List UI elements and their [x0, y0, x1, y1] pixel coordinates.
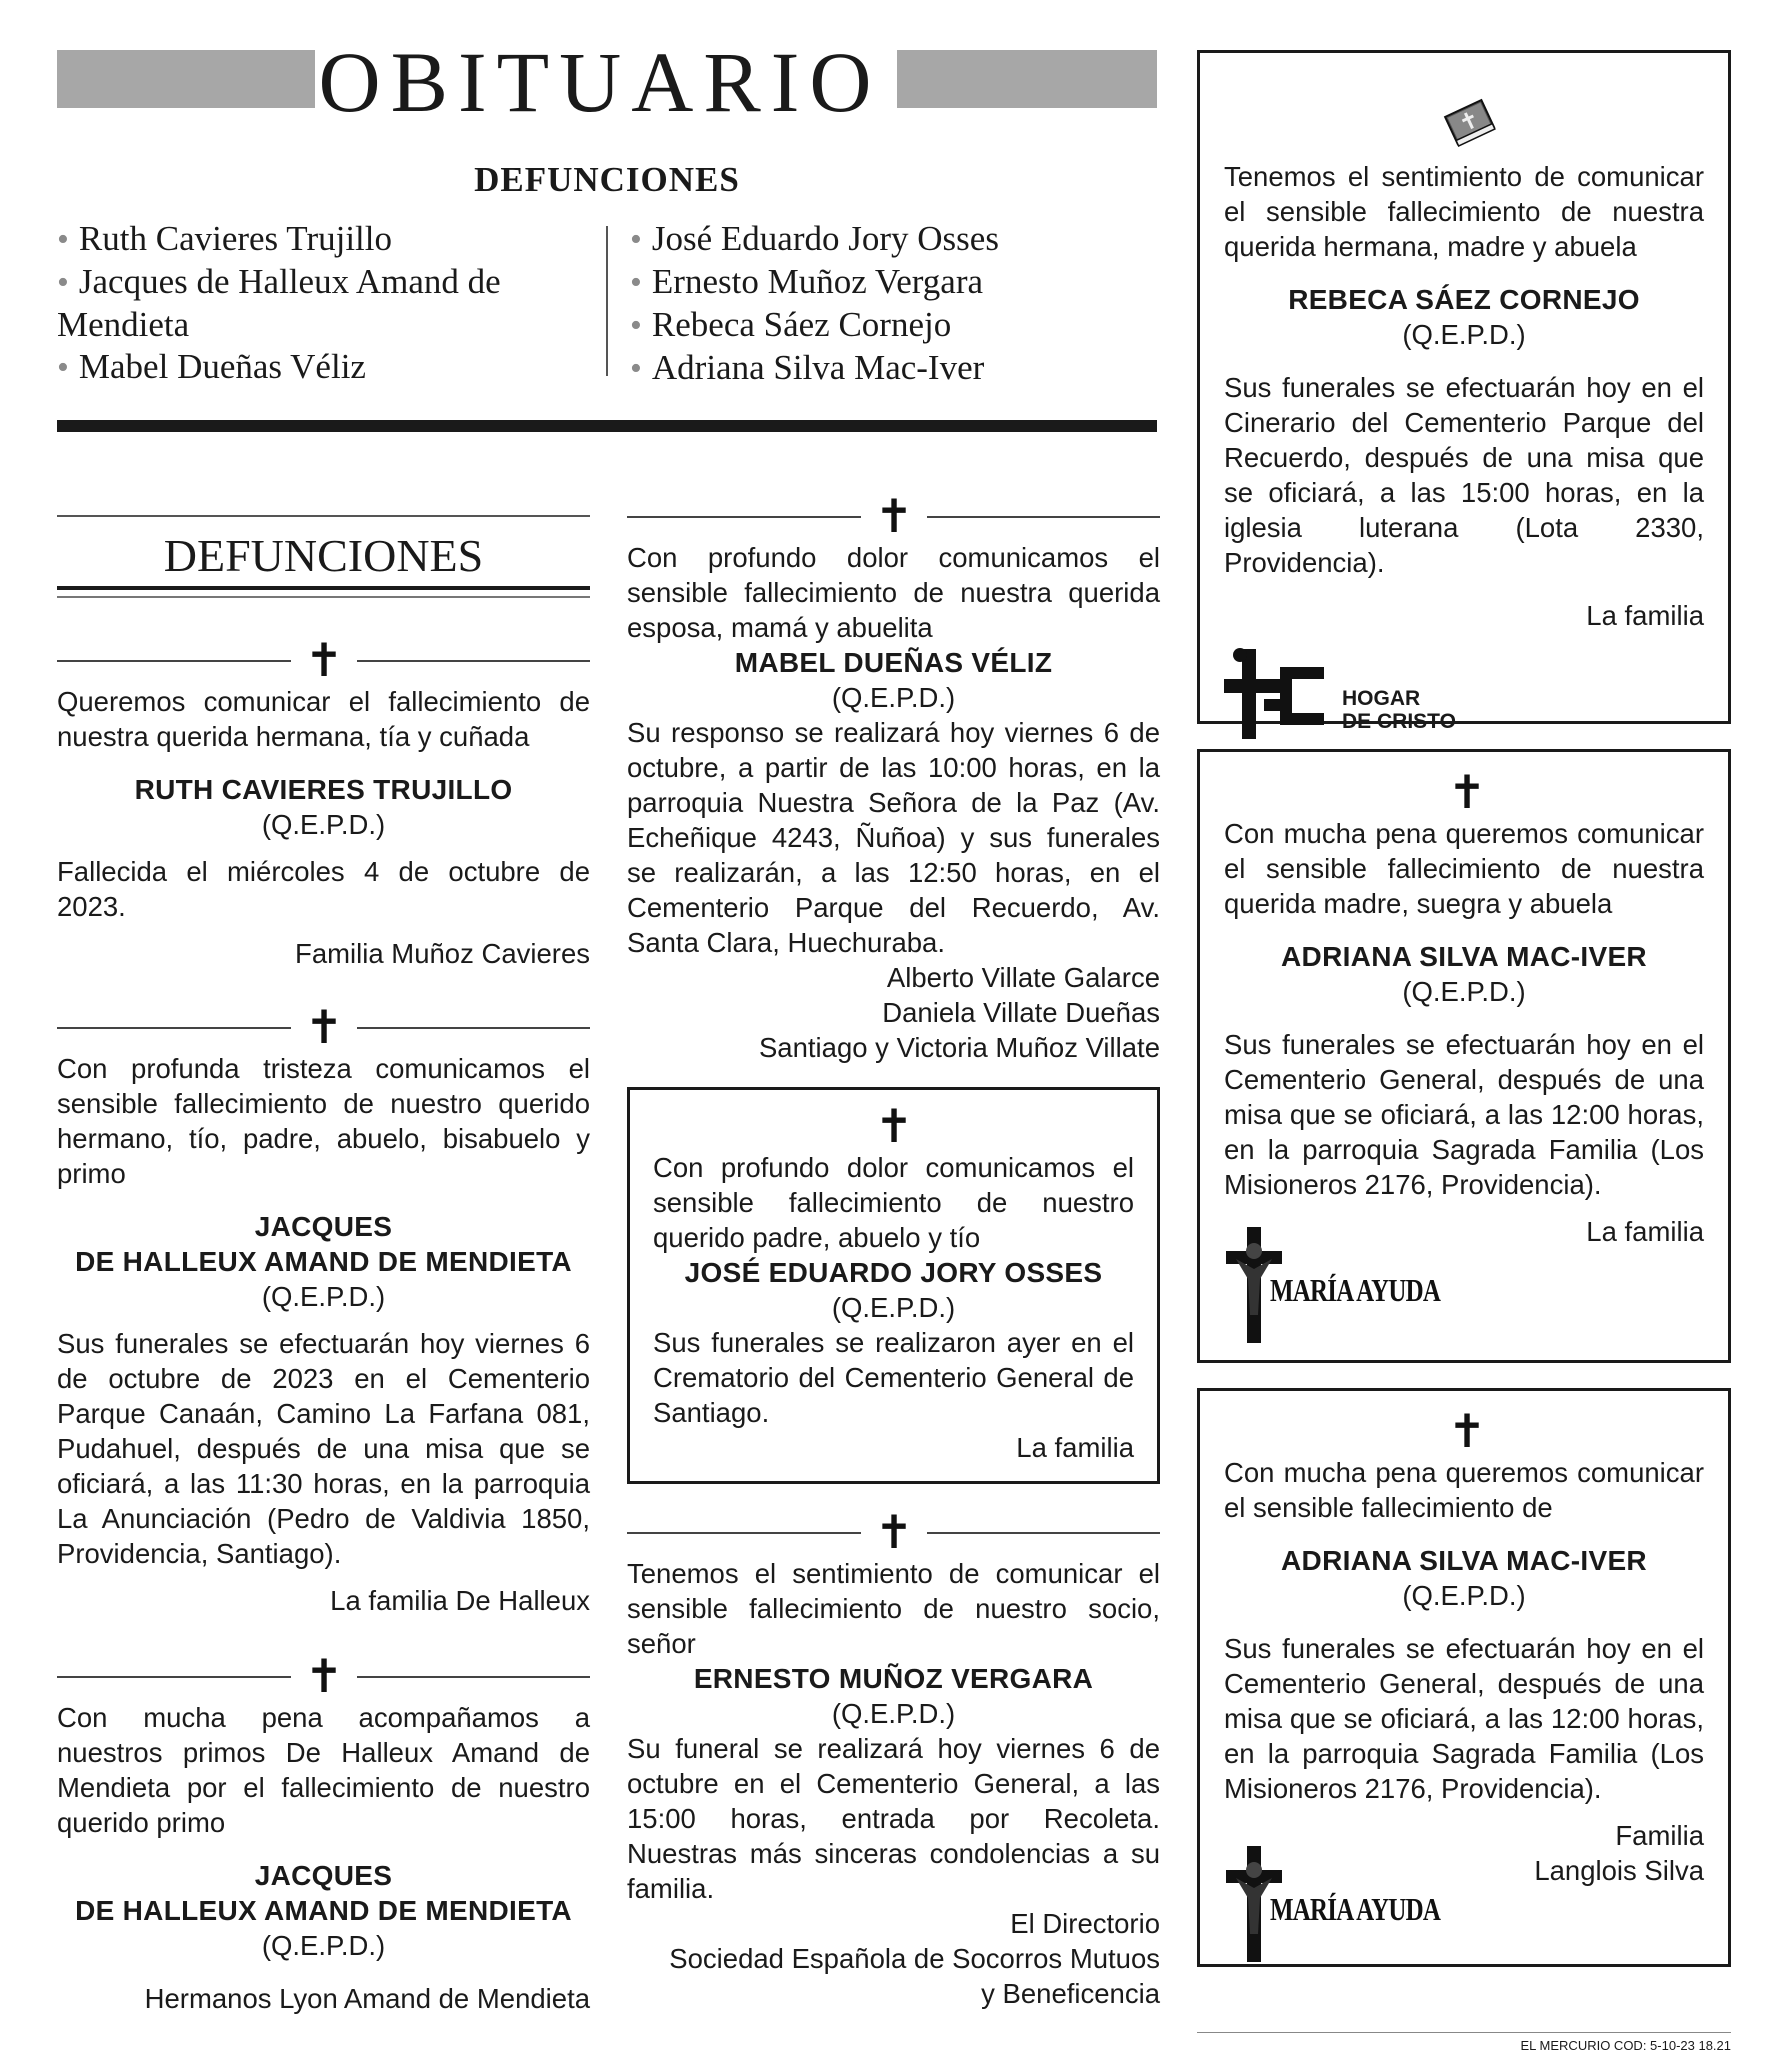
notice-text: Con profunda tristeza comunicamos el sensible fallecimiento de nuestro querido hermano, tío, padre, abuelo, bisabuelo y primo: [57, 1053, 590, 1189]
deceased-name: ADRIANA SILVA MAC-IVER: [1281, 1545, 1647, 1576]
signature: La familia: [1016, 1432, 1134, 1463]
section-rule-thin: [57, 596, 590, 598]
notice-details: Su responso se realizará hoy viernes 6 de octubre, a partir de las 10:00 horas, en la parroquia Nuestra Señora de la Paz (Av. Echeñique 4243, Ñuñoa) y sus funerales se realizarán, a las 12:50 horas, en el Cementerio Parque del Recuerdo, Av. Santa Clara, Huechuraba.: [627, 717, 1160, 958]
logo-text: MARÍA AYUDA: [1270, 1891, 1441, 1927]
notice-details: Sus funerales se realizaron ayer en el Crematorio del Cementerio General de Santiago.: [653, 1327, 1134, 1428]
signature: Daniela Villate Dueñas: [882, 997, 1160, 1028]
index-list-right: [630, 218, 1130, 390]
cross-divider: [57, 1649, 590, 1703]
notice-text: Con profundo dolor comunicamos el sensible fallecimiento de nuestra querida esposa, mamá y abuelita: [627, 542, 1160, 643]
deceased-name: JACQUES: [254, 1860, 393, 1891]
signature: La familia: [1586, 600, 1704, 631]
cross-icon: ✝: [304, 1000, 344, 1054]
cross-divider: [627, 1505, 1160, 1559]
cross-icon: ✝: [304, 1649, 344, 1703]
section-rule-top: [57, 515, 590, 517]
list-item: • José Eduardo Jory Osses: [630, 218, 1130, 261]
header-rule: [57, 420, 1157, 432]
notice-details: Su funeral se realizará hoy viernes 6 de octubre en el Cementerio General, a las 15:00 horas, entrada por Recoleta. Nuestras más sinceras condolencias a su familia.: [627, 1733, 1160, 1904]
deceased-name: ADRIANA SILVA MAC-IVER: [1281, 941, 1647, 972]
notice-adriana-langlois: [1197, 1388, 1731, 1967]
deceased-name: DE HALLEUX AMAND DE MENDIETA: [75, 1895, 572, 1926]
cross-icon: ✝: [304, 633, 344, 687]
signature: La familia: [1586, 1216, 1704, 1247]
signature: Hermanos Lyon Amand de Mendieta: [144, 1983, 590, 2014]
cross-icon-row: [653, 1099, 1134, 1153]
notice-details: Fallecida el miércoles 4 de octubre de 2023.: [57, 856, 590, 922]
maria-ayuda-logo: [1224, 1225, 1704, 1345]
signature: Sociedad Española de Socorros Mutuos: [669, 1943, 1160, 1974]
notice-text: Queremos comunicar el fallecimiento de nuestra querida hermana, tía y cuñada: [57, 686, 590, 752]
qepd-label: (Q.E.P.D.): [831, 1292, 956, 1323]
cross-icon: ✝: [1447, 1404, 1487, 1458]
footer-rule: [1197, 2032, 1731, 2033]
qepd-label: (Q.E.P.D.): [261, 1930, 386, 1961]
qepd-label: (Q.E.P.D.): [831, 682, 956, 713]
bible-icon: [1224, 53, 1704, 145]
cross-icon-row: [1224, 765, 1704, 819]
notice-details: Sus funerales se efectuarán hoy en el Cementerio General, después de una misa que se oficiará, a las 12:00 horas, en la parroquia Sagrada Familia (Los Misioneros 2176, Providencia).: [1224, 1029, 1704, 1200]
list-item: • Jacques de Halleux Amand de Mendieta: [57, 261, 557, 346]
cross-divider: [57, 633, 590, 687]
deceased-name: REBECA SÁEZ CORNEJO: [1288, 284, 1640, 315]
qepd-label: (Q.E.P.D.): [261, 1281, 386, 1312]
signature: y Beneficencia: [981, 1978, 1160, 2009]
notice-text: Tenemos el sentimiento de comunicar el sensible fallecimiento de nuestra querida hermana, madre y abuela: [1224, 161, 1704, 262]
logo-text: HOGAR: [1342, 687, 1421, 710]
signature: Alberto Villate Galarce: [886, 962, 1160, 993]
logo-text: MARÍA AYUDA: [1270, 1272, 1441, 1308]
qepd-label: (Q.E.P.D.): [1402, 319, 1526, 350]
signature: Familia: [1615, 1820, 1704, 1851]
notice-jose: [627, 1087, 1160, 1484]
signature: Langlois Silva: [1534, 1855, 1704, 1886]
deceased-name: JACQUES: [254, 1211, 393, 1242]
signature: El Directorio: [1010, 1908, 1160, 1939]
cross-icon: ✝: [1447, 765, 1487, 819]
list-item: • Ruth Cavieres Trujillo: [57, 218, 557, 261]
list-item: • Ernesto Muñoz Vergara: [630, 261, 1130, 304]
notice-text: Con mucha pena queremos comunicar el sensible fallecimiento de: [1224, 1457, 1704, 1523]
header-bar-left: [57, 50, 315, 108]
index-heading: DEFUNCIONES: [474, 160, 740, 199]
deceased-name: RUTH CAVIERES TRUJILLO: [134, 774, 513, 805]
list-item: • Mabel Dueñas Véliz: [57, 346, 557, 389]
section-title: DEFUNCIONES: [163, 530, 484, 581]
section-rule-thick: [57, 586, 590, 590]
notice-text: Con mucha pena acompañamos a nuestros primos De Halleux Amand de Mendieta por el fallecimiento de nuestro querido primo: [57, 1702, 590, 1838]
notice-ruth: [57, 633, 590, 971]
cross-icon-row: [1224, 1404, 1704, 1458]
signature: La familia De Halleux: [330, 1585, 590, 1616]
deceased-name: ERNESTO MUÑOZ VERGARA: [693, 1663, 1094, 1694]
notice-text: Con profundo dolor comunicamos el sensible fallecimiento de nuestro querido padre, abuelo y tío: [653, 1152, 1134, 1253]
logo-text: DE CRISTO: [1342, 710, 1456, 733]
cross-divider: [57, 1000, 590, 1054]
notice-text: Tenemos el sentimiento de comunicar el sensible fallecimiento de nuestro socio, señor: [627, 1558, 1160, 1659]
cross-icon: ✝: [874, 1505, 914, 1559]
deceased-name: MABEL DUEÑAS VÉLIZ: [734, 647, 1053, 678]
hogar-de-cristo-logo: [1224, 637, 1704, 747]
notice-details: Sus funerales se efectuarán hoy en el Cinerario del Cementerio Parque del Recuerdo, después de una misa que se oficiará, a las 15:00 horas, en la iglesia luterana (Lota 2330, Providencia).: [1224, 372, 1704, 578]
footer-code: EL MERCURIO COD: 5-10-23 18.21: [1520, 2038, 1731, 2053]
qepd-label: (Q.E.P.D.): [831, 1698, 956, 1729]
header-bar-right: [897, 50, 1157, 108]
index-list-left: [57, 218, 557, 389]
notice-mabel: [627, 489, 1160, 1065]
deceased-name: JOSÉ EDUARDO JORY OSSES: [684, 1257, 1103, 1288]
cross-icon: ✝: [874, 1099, 914, 1153]
notice-details: Sus funerales se efectuarán hoy viernes 6 de octubre de 2023 en el Cementerio Parque Canaán, Camino La Farfana 081, Pudahuel, después de una misa que se oficiará, a las 11:30 horas, en la parroquia La Anunciación (Pedro de Valdivia 1850, Providencia, Santiago).: [57, 1328, 590, 1569]
notice-text: Con mucha pena queremos comunicar el sensible fallecimiento de nuestra querida madre, suegra y abuela: [1224, 818, 1704, 919]
signature: Familia Muñoz Cavieres: [295, 938, 590, 969]
page-title: OBITUARIO: [318, 34, 882, 130]
notice-jacques-cousins: [57, 1649, 590, 2016]
signature: Santiago y Victoria Muñoz Villate: [758, 1032, 1160, 1063]
notice-details: Sus funerales se efectuarán hoy en el Cementerio General, después de una misa que se oficiará, a las 12:00 horas, en la parroquia Sagrada Familia (Los Misioneros 2176, Providencia).: [1224, 1633, 1704, 1804]
qepd-label: (Q.E.P.D.): [1402, 1580, 1526, 1611]
qepd-label: (Q.E.P.D.): [261, 809, 386, 840]
index-divider: [606, 226, 608, 376]
notice-rebeca: [1197, 50, 1731, 733]
cross-icon: ✝: [874, 489, 914, 543]
notice-jacques-family: [57, 1000, 590, 1618]
maria-ayuda-logo: [1224, 1844, 1704, 1964]
notice-ernesto: [627, 1505, 1160, 2011]
list-item: • Rebeca Sáez Cornejo: [630, 304, 1130, 347]
list-item: • Adriana Silva Mac-Iver: [630, 347, 1130, 390]
qepd-label: (Q.E.P.D.): [1402, 976, 1526, 1007]
deceased-name: DE HALLEUX AMAND DE MENDIETA: [75, 1246, 572, 1277]
cross-divider: [627, 489, 1160, 543]
notice-adriana-family: [1197, 749, 1731, 1363]
